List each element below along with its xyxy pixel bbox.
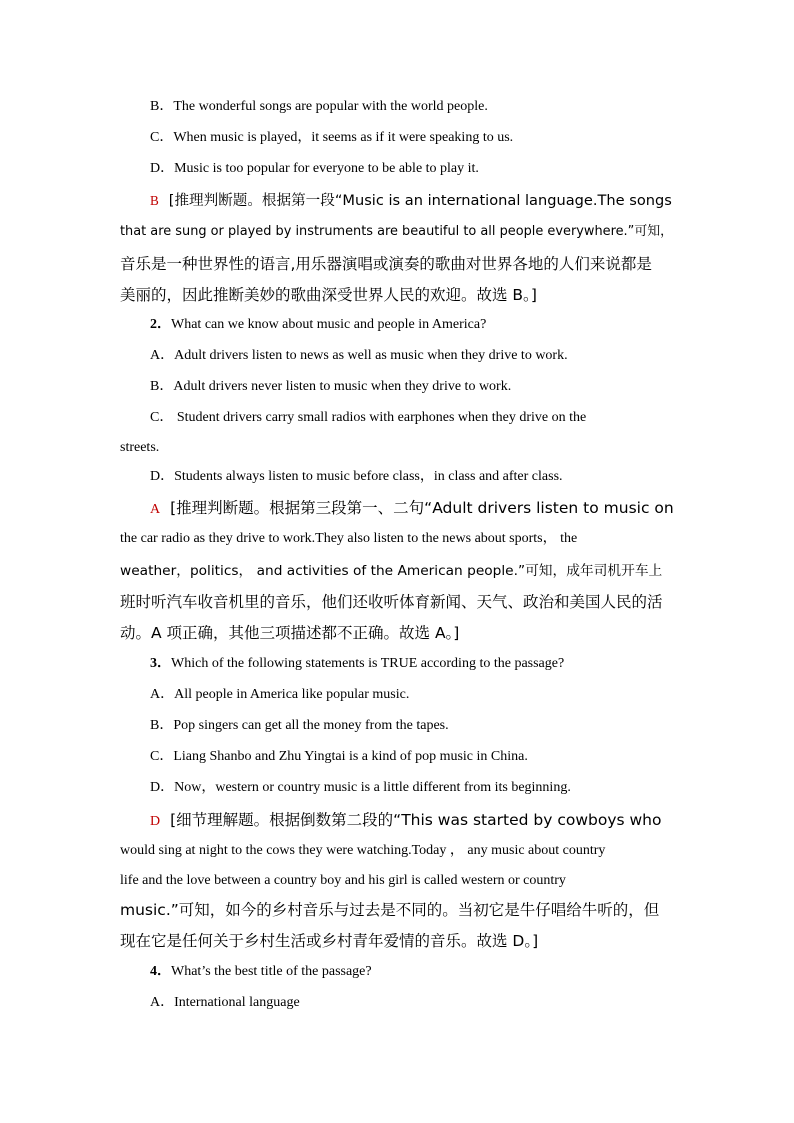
q2-option-b: B．Adult drivers never listen to music when they drive to work. (150, 379, 512, 394)
q4-stem: 4．What’s the best title of the passage? (150, 964, 372, 979)
q2-explanation-line-2: the car radio as they drive to work.They also listen to the news about sports， the (120, 531, 578, 546)
q1-explanation-line-2: that are sung or played by instruments are beautiful to all people everywhere.”可知， (120, 224, 674, 239)
q2-explanation-line-3: weather，politics， and activities of the American people.”可知，成年司机开车上 (120, 563, 663, 579)
q3-number: 3． (150, 656, 171, 671)
q2-option-d: D．Students always listen to music before class，in class and after class. (150, 469, 563, 484)
q3-explanation-line-3: life and the love between a country boy and his girl is called western or country (120, 873, 566, 888)
q4-number: 4． (150, 964, 171, 979)
q2-stem: 2．What can we know about music and people in America? (150, 317, 487, 332)
q2-explanation-line-1: A [推理判断题。根据第三段第一、二句“Adult drivers listen to music on (150, 499, 674, 517)
q3-option-c: C．Liang Shanbo and Zhu Yingtai is a kind of pop music in China. (150, 749, 528, 764)
q2-explanation-line-5: 动。A 项正确，其他三项描述都不正确。故选 A。] (120, 624, 460, 642)
q3-stem: 3．Which of the following statements is TRUE according to the passage? (150, 656, 565, 671)
q1-explanation-line-3: 音乐是一种世界性的语言,用乐器演唱或演奏的歌曲对世界各地的人们来说都是 (120, 255, 652, 273)
q2-number: 2． (150, 317, 171, 332)
q1-explanation-line-4: 美丽的，因此推断美妙的歌曲深受世界人民的欢迎。故选 B。] (120, 286, 537, 304)
q1-answer: B (150, 193, 159, 208)
q2-answer: A (150, 502, 161, 517)
q3-explanation-line-2: would sing at night to the cows they were watching.Today ， any music about country (120, 843, 606, 858)
q4-option-a: A．International language (150, 995, 300, 1010)
q3-option-d: D．Now，western or country music is a little different from its beginning. (150, 780, 571, 795)
q2-option-c-cont: streets. (120, 440, 160, 455)
q3-answer: D (150, 814, 161, 829)
q3-explanation-line-1: D [细节理解题。根据倒数第二段的“This was started by cowboys who (150, 811, 662, 829)
q3-option-a: A．All people in America like popular music. (150, 687, 410, 702)
q3-explanation-line-4: music.”可知，如今的乡村音乐与过去是不同的。当初它是牛仔唱给牛听的，但 (120, 901, 660, 919)
q3-explanation-line-5: 现在它是任何关于乡村生活或乡村青年爱情的音乐。故选 D。] (120, 932, 539, 950)
q1-option-d: D．Music is too popular for everyone to be able to play it. (150, 161, 479, 176)
q2-option-a: A．Adult drivers listen to news as well as music when they drive to work. (150, 348, 568, 363)
q1-option-b: B．The wonderful songs are popular with the world people. (150, 99, 488, 114)
q2-option-c: C． Student drivers carry small radios with earphones when they drive on the (150, 410, 587, 425)
q1-explanation-line-1: B [推理判断题。根据第一段“Music is an international language.The songs (150, 192, 672, 209)
q1-option-c: C．When music is played，it seems as if it were speaking to us. (150, 130, 514, 145)
q2-explanation-line-4: 班时听汽车收音机里的音乐，他们还收听体育新闻、天气、政治和美国人民的活 (120, 593, 663, 611)
q3-option-b: B．Pop singers can get all the money from the tapes. (150, 718, 449, 733)
